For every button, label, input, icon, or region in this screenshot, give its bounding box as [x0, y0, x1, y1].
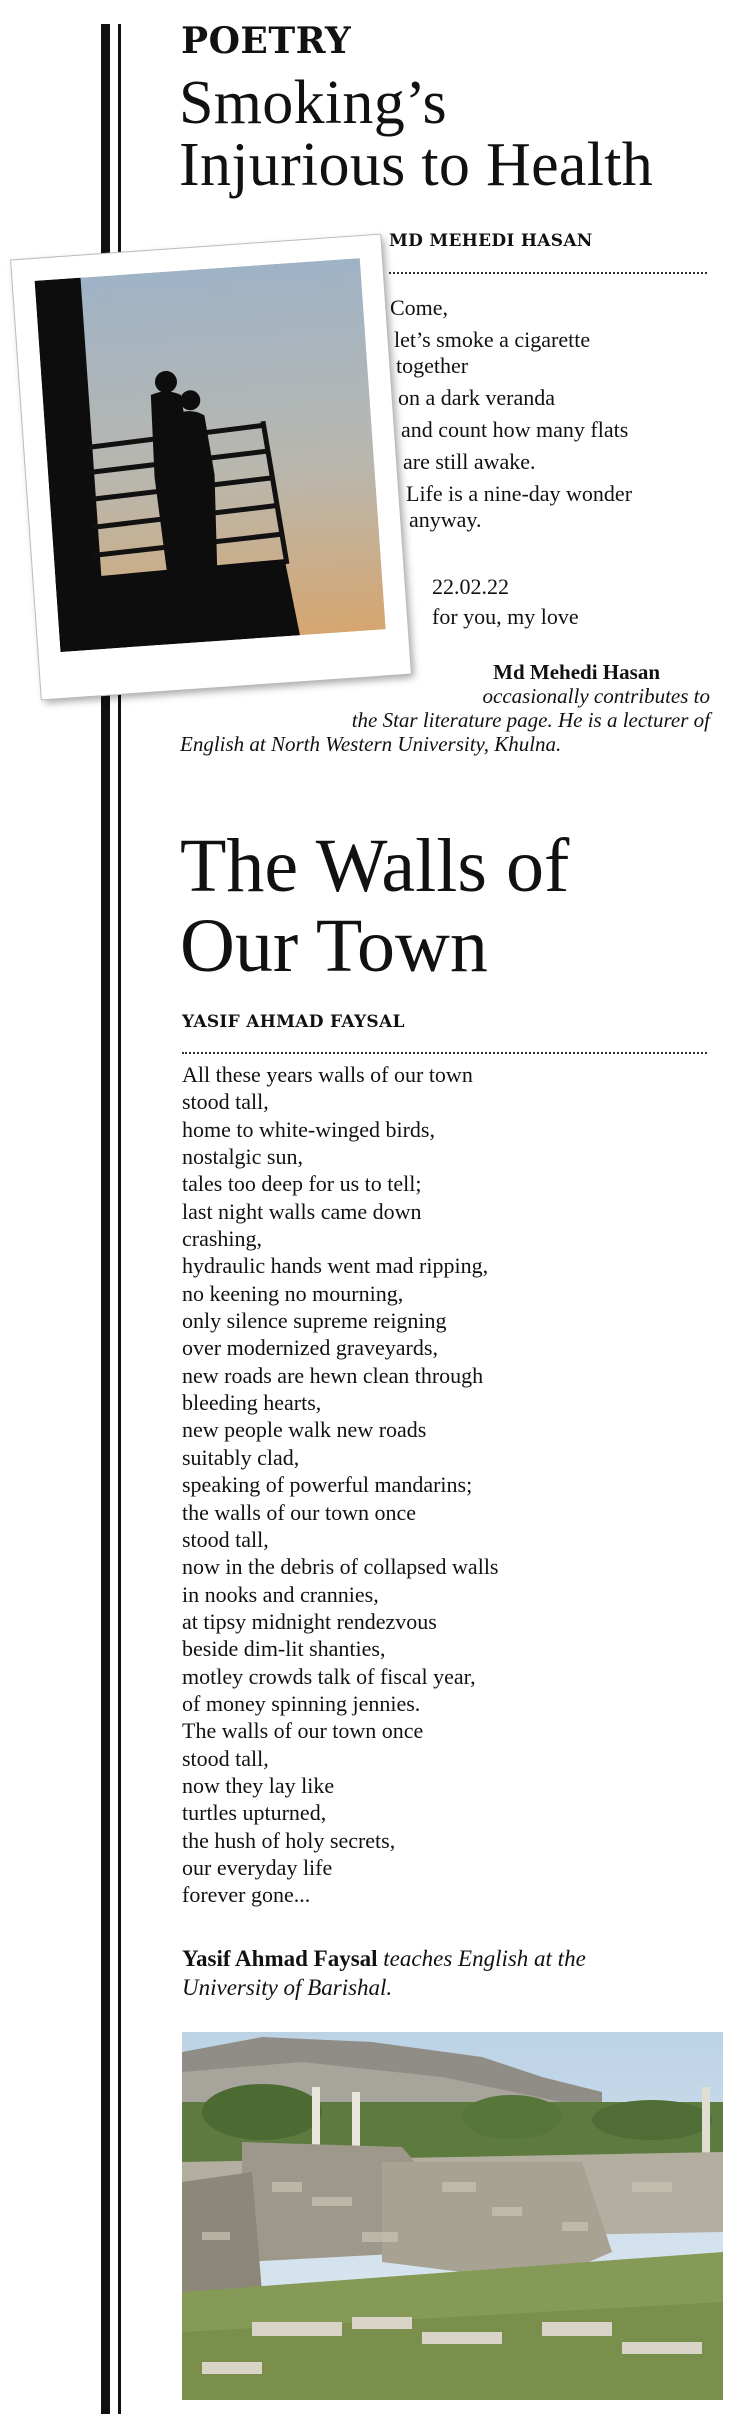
poem2-title	[180, 826, 740, 986]
poem1-signoff	[432, 572, 579, 632]
poem-line: speaking of powerful mandarins;	[182, 1472, 473, 1498]
poem-line: in nooks and crannies,	[182, 1581, 379, 1607]
poem-line: only silence supreme reigning	[182, 1308, 447, 1334]
bio-text: University of Barishal.	[182, 1975, 393, 2000]
poem-line: the walls of our town once	[182, 1499, 416, 1525]
poem1-title	[179, 69, 739, 199]
poem-line: Life is a nine-day wonder	[406, 481, 633, 506]
poem-line: stood tall,	[182, 1526, 269, 1552]
poem-line: hydraulic hands went mad ripping,	[182, 1253, 489, 1279]
bio-line: the Star literature page. He is a lecturer of	[351, 708, 710, 732]
poem-line: over modernized graveyards,	[182, 1335, 438, 1361]
poem1-date: 22.02.22	[432, 574, 509, 599]
poem-line: together	[396, 353, 469, 378]
section-label: POETRY	[181, 20, 352, 62]
poem1-author-bio	[180, 660, 710, 756]
bio-text: teaches English at the	[383, 1946, 586, 1971]
poem-line: home to white-winged birds,	[182, 1116, 435, 1142]
poem-line: and count how many flats	[401, 417, 629, 442]
poem-line: nostalgic sun,	[182, 1144, 303, 1170]
poem-line: motley crowds talk of fiscal year,	[182, 1663, 476, 1689]
poem-line: stood tall,	[182, 1745, 269, 1771]
poem-line: are still awake.	[403, 449, 536, 474]
poem-line: on a dark veranda	[398, 385, 555, 410]
poem-line: The walls of our town once	[182, 1718, 424, 1744]
ruins-image	[182, 2032, 723, 2400]
poem2-title-line: The Walls of	[180, 824, 570, 908]
poem-line: anyway.	[409, 507, 482, 532]
poem-line: the hush of holy secrets,	[182, 1827, 396, 1853]
dotted-divider	[182, 1052, 707, 1054]
poem-line: crashing,	[182, 1226, 263, 1252]
poem1-dedication: for you, my love	[432, 604, 579, 629]
balcony-silhouette-image	[35, 258, 386, 652]
poem-line: last night walls came down	[182, 1198, 422, 1224]
poem-line: All these years walls of our town	[182, 1062, 473, 1087]
poem-line: beside dim-lit shanties,	[182, 1636, 386, 1662]
poem2-title-line: Our Town	[180, 904, 488, 988]
poem-line: our everyday life	[182, 1854, 333, 1880]
poem2-author-bio	[182, 1944, 702, 2002]
polaroid-photo	[11, 235, 411, 700]
poem-line: of money spinning jennies.	[182, 1690, 421, 1716]
bio-line: occasionally contributes to	[482, 684, 710, 708]
poem-line: Come,	[390, 295, 449, 320]
poem-line: tales too deep for us to tell;	[182, 1171, 422, 1197]
dotted-divider	[389, 272, 707, 274]
poem2-author: YASIF AHMAD FAYSAL	[182, 1012, 405, 1032]
poem1-body	[390, 292, 632, 536]
poem-line: bleeding hearts,	[182, 1390, 322, 1416]
poem1-title-line: Smoking’s	[179, 69, 447, 137]
bio-line: English at North Western University, Khulna.	[180, 732, 562, 756]
poem-line: let’s smoke a cigarette	[394, 327, 591, 352]
bio-author-name: Md Mehedi Hasan	[493, 660, 660, 684]
poem-line: new roads are hewn clean through	[182, 1362, 484, 1388]
poem-line: turtles upturned,	[182, 1800, 327, 1826]
ruined-walls-photo	[182, 2032, 723, 2400]
poem1-title-line: Injurious to Health	[179, 131, 654, 199]
poem2-body	[182, 1061, 499, 1909]
poem-line: now they lay like	[182, 1772, 335, 1798]
poem-line: at tipsy midnight rendezvous	[182, 1608, 437, 1634]
bio-author-name: Yasif Ahmad Faysal	[182, 1946, 378, 1971]
poem-line: new people walk new roads	[182, 1417, 427, 1443]
poem-line: no keening no mourning,	[182, 1280, 404, 1306]
poem-line: now in the debris of collapsed walls	[182, 1554, 499, 1580]
poem-line: stood tall,	[182, 1089, 269, 1115]
poem1-author: MD MEHEDI HASAN	[389, 231, 593, 251]
poem-line: suitably clad,	[182, 1444, 300, 1470]
poem-line: forever gone...	[182, 1882, 311, 1908]
